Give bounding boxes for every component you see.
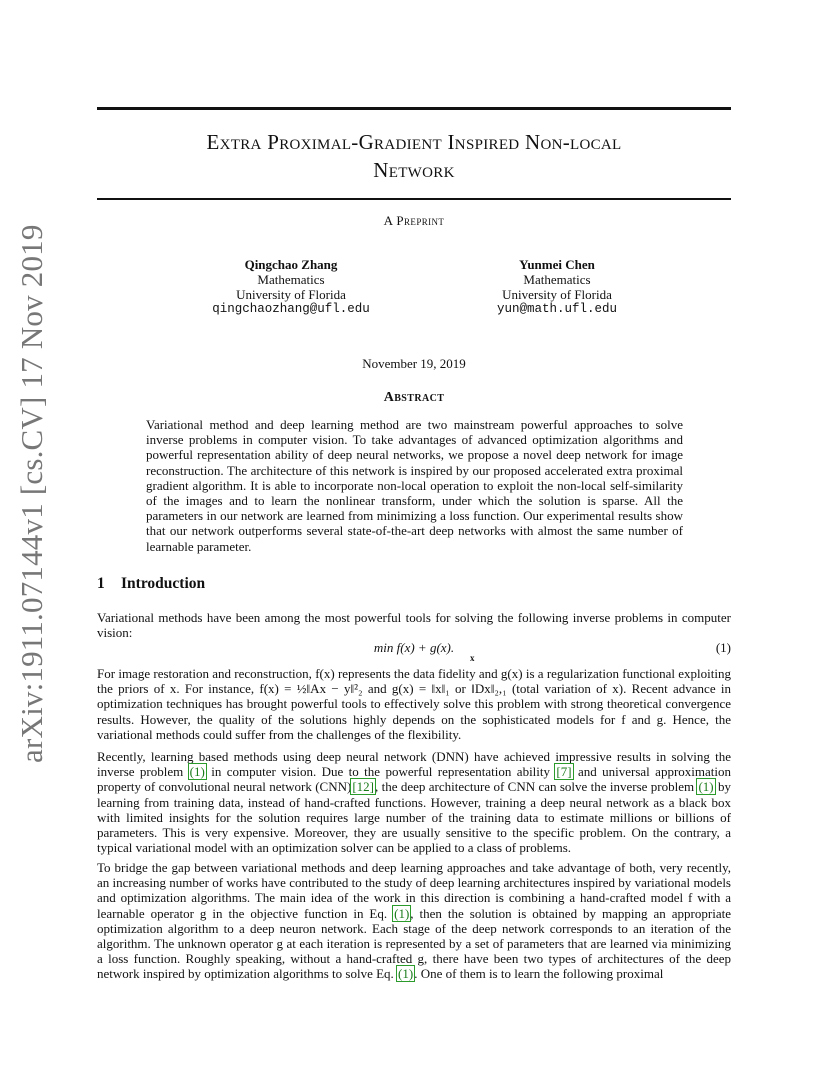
paragraph-text: , then the solution is obtained by mapping an appropriate optimization algorithm to a deep neuron network. Each stage of the deep network corresponds to an iteration of the algorithm. The unknown operator g at each iteration is represented by a set of parameters that are learned via minimizing a loss function. Roughly speaking, without a hand-crafted g, there have been two types of architectures of the deep network inspired by optimization algorithms to solve Eq. xyxy=(97,905,731,982)
equation-body: min f(x) + g(x). xyxy=(373,640,455,655)
equation-reference-link[interactable]: (1) xyxy=(698,779,714,795)
author-name: Yunmei Chen xyxy=(519,257,595,272)
paper-date: November 19, 2019 xyxy=(362,356,466,371)
title-line-1: Extra Proximal-Gradient Inspired Non-local xyxy=(206,130,622,154)
author-affiliation: University of Florida xyxy=(236,287,346,302)
equation-subscript: x xyxy=(470,653,475,663)
equation-number: (1) xyxy=(715,640,731,655)
intro-paragraph-1: Variational methods have been among the most powerful tools for solving the following inverse problems in computer vision: xyxy=(97,610,731,641)
author-department: Mathematics xyxy=(523,272,591,287)
abstract-text: Variational method and deep learning method are two mainstream powerful approaches to solve inverse problems in computer vision. To take advantages of advanced optimization algorithms and powerful representation ability of deep neural networks, we propose a novel deep network for image reconstruction. The architecture of this network is inspired by our proposed accelerated extra proximal gradient algorithm. It is able to incorporate non-local operation to exploit the non-local self-similarity of the images and to learn the nonlinear transform, under which the solution is sparse. All the parameters in our network are learned from minimizing a loss function. Our experimental results show that our network outperforms several state-of-the-art deep networks with almost the same number of learnable parameter. xyxy=(146,417,683,554)
author-affiliation: University of Florida xyxy=(502,287,612,302)
paragraph-text: in computer vision. Due to the powerful representation ability xyxy=(205,764,556,780)
equation-reference-link[interactable]: (1) xyxy=(398,966,414,982)
abstract-heading: Abstract xyxy=(383,390,445,405)
intro-paragraph-2: For image restoration and reconstruction, f(x) represents the data fidelity and g(x) is a regularization functional exploiting the priors of x. For instance, f(x) = ½‖Ax − y‖²₂ and g(x) = ‖x‖₁ or ‖Dx‖₂,₁ (total variation of x). Recent advance in optimization techniques has brought powerful tools to effectively solve this problem with strong theoretical convergence results. However, the quality of the solutions highly depends on the sophisticated models for f and g. Hence, the variational methods could suffer from the challenges of the flexibility. xyxy=(97,666,731,742)
author-email[interactable]: yun@math.ufl.edu xyxy=(496,302,618,316)
title-line-2: Network xyxy=(373,158,455,182)
paragraph-text: , the deep architecture of CNN can solve the inverse problem xyxy=(375,779,698,795)
paragraph-text: To bridge the gap between variational methods and deep learning approaches and take advantage of both, very recently, an increasing number of works have contributed to the study of deep learning architectures inspired by variational models and optimization algorithms. The main idea of the work in this direction is combining a hand-crafted model f with a learnable operator g in the objective function in Eq. xyxy=(97,860,731,921)
author-email[interactable]: qingchaozhang@ufl.edu xyxy=(212,302,370,316)
equation-reference-link[interactable]: (1) xyxy=(394,905,410,921)
section-heading xyxy=(97,575,205,593)
section-number: 1 xyxy=(97,575,105,592)
paragraph-text: Recently, learning based methods using deep neural network (DNN) have achieved impressive results in solving the inverse problem xyxy=(97,749,731,780)
section-title: Introduction xyxy=(121,575,206,592)
equation-1 xyxy=(97,640,731,662)
citation-link[interactable]: [7] xyxy=(556,764,572,780)
title-top-rule xyxy=(97,107,731,110)
author-block xyxy=(176,257,406,317)
arxiv-side-identifier: arXiv:1911.07144v1 [cs.CV] 17 Nov 2019 xyxy=(14,224,49,763)
intro-paragraph-3 xyxy=(97,749,731,855)
author-name: Qingchao Zhang xyxy=(244,257,338,272)
paragraph-text: . One of them is to learn the following proximal xyxy=(414,966,664,982)
citation-link[interactable]: [12] xyxy=(352,779,375,795)
author-block xyxy=(442,257,672,317)
author-department: Mathematics xyxy=(257,272,325,287)
paragraph-text: and universal approximation property of convolutional neural network (CNN) xyxy=(97,764,731,795)
intro-paragraph-4 xyxy=(97,860,731,982)
preprint-label: A Preprint xyxy=(383,213,445,228)
title-bottom-rule xyxy=(97,198,731,200)
equation-reference-link[interactable]: (1) xyxy=(189,764,205,780)
paper-title xyxy=(97,128,731,184)
paragraph-text: by learning from training data, instead of hand-crafted functions. However, training a deep neural network as a black box with limited insights for the solution requires large number of the training data to estimate millions or billions of parameters. This is very expensive. Moreover, they are usually sensitive to the specific problem. On the contrary, a typical variational model with an optimization solver can be applied to a class of problems. xyxy=(97,779,731,856)
